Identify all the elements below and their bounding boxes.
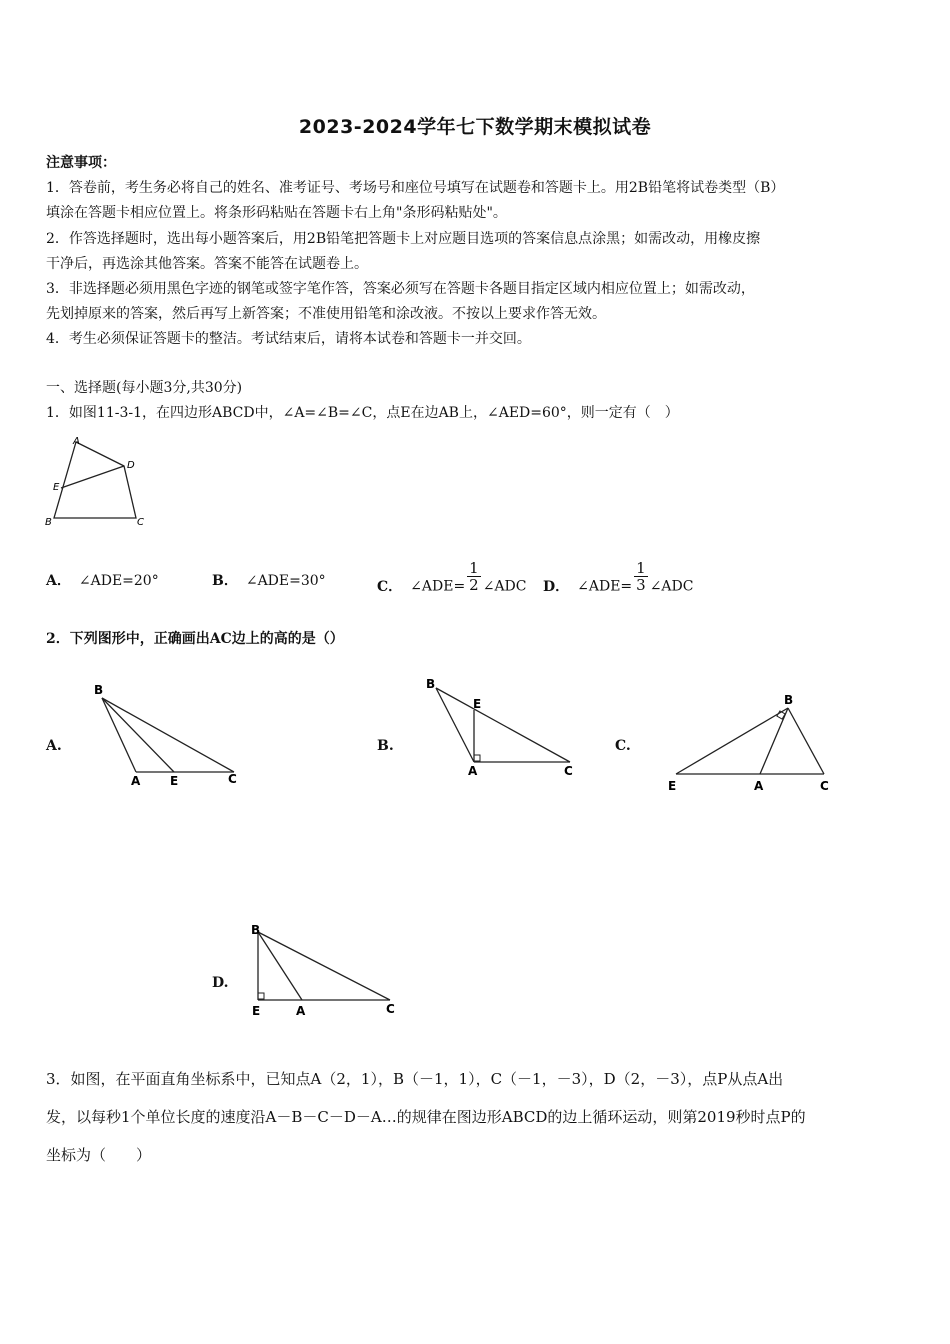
label-e: E: [668, 779, 677, 793]
option-text: ∠ADE=: [577, 578, 633, 595]
label-b: B: [784, 693, 794, 707]
section-heading: 一、选择题(每小题3分,共30分): [46, 380, 243, 396]
notice-line: 填涂在答题卡相应位置上。将条形码粘贴在答题卡右上角"条形码粘贴处"。: [46, 205, 507, 221]
label-a: A: [296, 1004, 306, 1018]
label-a: A: [73, 436, 80, 447]
q2-figure-b: [422, 674, 592, 784]
page-title: 2023-2024学年七下数学期末模拟试卷: [298, 116, 652, 138]
q2-option-d-label[interactable]: D.: [212, 975, 229, 991]
q2-figure-c: [662, 690, 842, 800]
q1-option-c[interactable]: [377, 559, 527, 603]
label-b: B: [251, 923, 261, 937]
label-b: B: [94, 683, 104, 697]
notice-line: 4．考生必须保证答题卡的整洁。考试结束后，请将本试卷和答题卡一并交回。: [46, 331, 531, 347]
notice-line: 1．答卷前，考生务必将自己的姓名、准考证号、考场号和座位号填写在试题卷和答题卡上。用2B铅笔将试卷类型（B）: [46, 180, 785, 196]
notice-heading: 注意事项：: [46, 155, 116, 171]
option-text: ∠ADE=20°: [78, 573, 159, 589]
notice-line: 先划掉原来的答案，然后再写上新答案；不准使用铅笔和涂改液。不按以上要求作答无效。: [46, 306, 606, 322]
question-3: [46, 1060, 916, 1174]
q2-figure-a: [90, 680, 250, 790]
notice-line: 3．非选择题必须用黑色字迹的钢笔或签字笔作答，答案必须写在答题卡各题目指定区域内相应位置上；如需改动，: [46, 281, 755, 297]
label-e: E: [53, 482, 60, 493]
q1-option-d[interactable]: [543, 559, 694, 603]
quadrilateral-abcd: [54, 442, 136, 518]
question-1-figure: [40, 432, 150, 532]
q1-option-a[interactable]: [46, 570, 159, 590]
q2-option-a-label[interactable]: A.: [46, 738, 62, 754]
label-b: B: [426, 677, 436, 691]
right-angle-mark: [474, 755, 480, 761]
notice-line: 干净后，再选涂其他答案。答案不能答在试题卷上。: [46, 256, 368, 272]
q2-option-b-label[interactable]: B.: [377, 738, 394, 754]
label-c: C: [228, 772, 237, 786]
label-a: A: [754, 779, 764, 793]
segment-ed: [61, 466, 124, 488]
label-a: A: [468, 764, 478, 778]
option-text: ∠ADC: [482, 578, 527, 595]
question-2-stem: 2．下列图形中，正确画出AC边上的高的是（）: [46, 631, 344, 647]
option-text: ∠ADE=30°: [245, 573, 326, 589]
question-3-line: 3．如图，在平面直角坐标系中，已知点A（2，1），B（－1，1），C（－1，－3），D（2，－3），点P从点A出: [46, 1070, 784, 1088]
label-c: C: [564, 764, 573, 778]
label-e: E: [252, 1004, 261, 1018]
q1-option-b[interactable]: [212, 570, 326, 590]
question-3-line: 坐标为（ ）: [46, 1146, 152, 1164]
label-c: C: [820, 779, 829, 793]
option-text: ∠ADC: [649, 578, 694, 595]
label-b: B: [45, 517, 52, 528]
question-3-line: 发，以每秒1个单位长度的速度沿A－B－C－D－A…的规律在图边形ABCD的边上循环运动，则第2019秒时点P的: [46, 1108, 806, 1126]
option-label: D．: [543, 578, 570, 595]
right-angle-mark: [258, 993, 264, 999]
label-a: A: [131, 774, 141, 788]
option-text: ∠ADE=: [410, 578, 466, 595]
label-e: E: [473, 697, 482, 711]
label-c: C: [386, 1002, 395, 1016]
fraction-one-third: $\frac{1}{3}$: [636, 559, 646, 594]
notice-line: 2．作答选择题时，选出每小题答案后，用2B铅笔把答题卡上对应题目选项的答案信息点涂黑；如需改动，用橡皮擦: [46, 231, 761, 247]
label-d: D: [127, 460, 135, 471]
q2-figure-d: [246, 918, 416, 1028]
label-c: C: [137, 517, 144, 528]
option-label: C．: [377, 578, 403, 595]
option-label: B．: [212, 573, 238, 589]
fraction-one-half: $\frac{1}{2}$: [469, 559, 479, 594]
q2-option-c-label[interactable]: C.: [615, 738, 631, 754]
label-e: E: [170, 774, 179, 788]
question-1-stem: 1．如图11-3-1，在四边形ABCD中，∠A=∠B=∠C，点E在边AB上，∠AED=60°，则一定有（ ）: [46, 405, 679, 421]
option-label: A．: [46, 573, 71, 589]
